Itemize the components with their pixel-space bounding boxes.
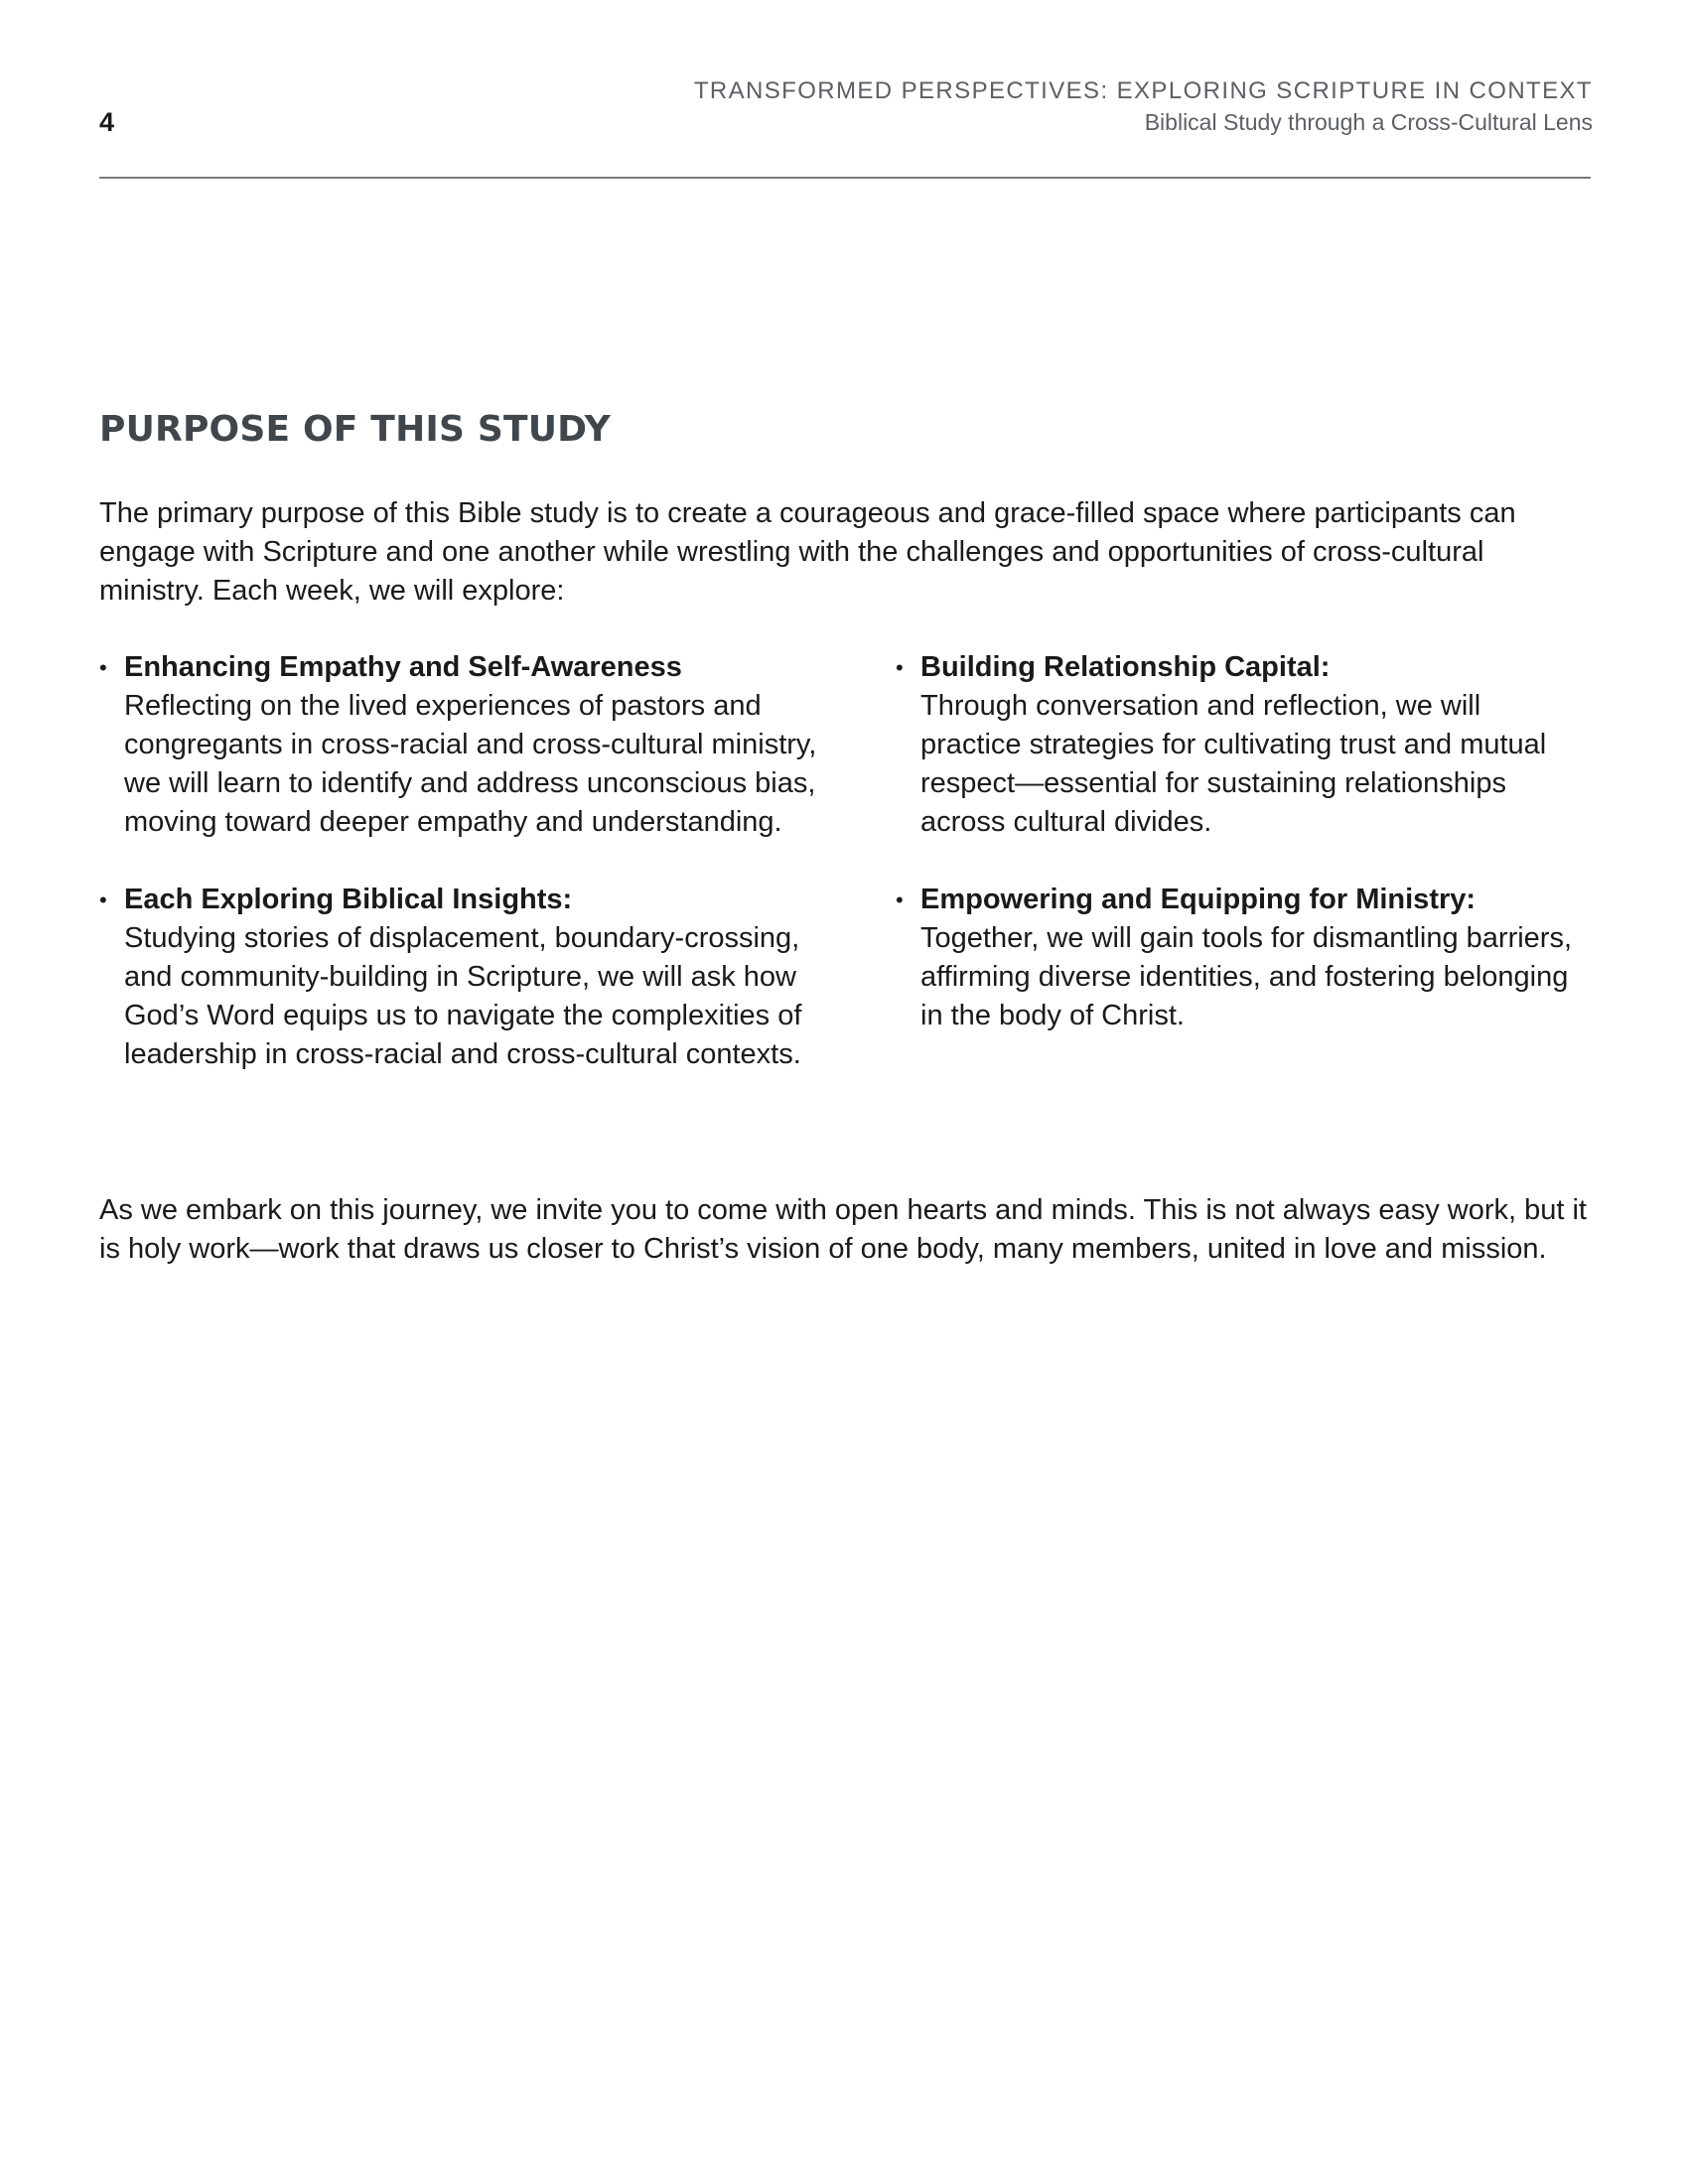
bullet-item-empathy bbox=[99, 648, 824, 842]
intro-paragraph: The primary purpose of this Bible study is to create a courageous and grace-filled space where participants can engage with Scripture and one another while wrestling with the challenges and opportunities of cross-cultural ministry. Each week, we will explore: bbox=[99, 497, 1516, 607]
bullet-item-empowering-ministry bbox=[896, 881, 1581, 1035]
bullet-list-right bbox=[896, 648, 1581, 1074]
bullet-list-left bbox=[99, 648, 824, 1113]
bullet-text: Through conversation and reflection, we will practice strategies for cultivating trust and mutual respect—essential for sustaining relationships across cultural divides. bbox=[920, 690, 1547, 838]
bullet-title: Each Exploring Biblical Insights: bbox=[124, 884, 573, 915]
bullet-text: Together, we will gain tools for dismantling barriers, affirming diverse identities, and fostering belonging in the body of Christ. bbox=[920, 922, 1573, 1031]
header-divider bbox=[99, 177, 1591, 179]
bullet-item-relationship-capital bbox=[896, 648, 1581, 842]
bullet-icon: • bbox=[99, 655, 107, 680]
bullet-icon: • bbox=[896, 887, 904, 912]
bullet-item-biblical-insights bbox=[99, 881, 824, 1074]
bullet-icon: • bbox=[99, 887, 107, 912]
running-header-subtitle: Biblical Study through a Cross-Cultural Lens bbox=[1144, 109, 1593, 135]
bullet-title: Building Relationship Capital: bbox=[920, 651, 1331, 683]
section-heading: PURPOSE OF THIS STUDY bbox=[99, 409, 611, 450]
bullet-title: Enhancing Empathy and Self-Awareness bbox=[124, 651, 682, 683]
bullet-text: Studying stories of displacement, boundary-crossing, and community-building in Scripture, we will ask how God’s Word equips us to navigate the complexities of leadership in cross-racial and cross-cultural contexts. bbox=[124, 922, 802, 1070]
closing-paragraph: As we embark on this journey, we invite you to come with open hearts and minds. This is not always easy work, but it is holy work—work that draws us closer to Christ’s vision of one body, many members, united in love and mission. bbox=[99, 1194, 1587, 1265]
running-header bbox=[694, 75, 1593, 137]
bullet-title: Empowering and Equipping for Ministry: bbox=[920, 884, 1477, 915]
page-number: 4 bbox=[99, 107, 115, 137]
running-header-title: TRANSFORMED PERSPECTIVES: EXPLORING SCRIPTURE IN CONTEXT bbox=[693, 77, 1593, 104]
bullet-icon: • bbox=[896, 655, 904, 680]
bullet-text: Reflecting on the lived experiences of pastors and congregants in cross-racial and cross-cultural ministry, we will learn to identify and address unconscious bias, moving toward deeper empathy and understanding. bbox=[124, 690, 817, 838]
